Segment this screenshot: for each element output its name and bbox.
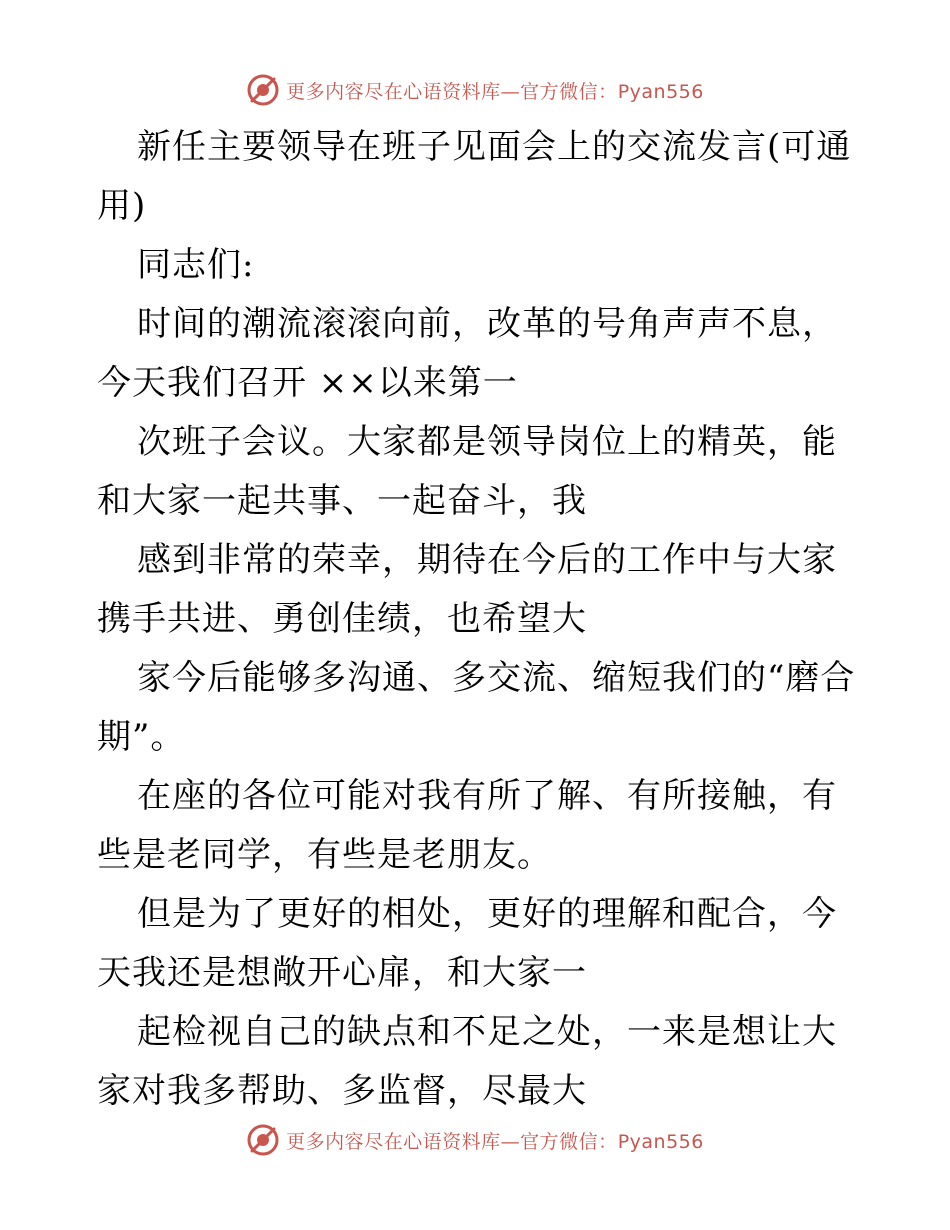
paragraph: 时间的潮流滚滚向前，改革的号角声声不息，今天我们召开 ××以来第一: [97, 304, 837, 403]
watermark-dash: —: [500, 80, 521, 103]
paragraph: 起检视自己的缺点和不足之处，一来是想让大家对我多帮助、多监督，尽最大: [97, 1012, 837, 1111]
watermark-wechat-label: 官方微信：: [520, 1130, 618, 1153]
watermark-wechat-id: Pyan556: [617, 1130, 704, 1153]
watermark-text: [286, 77, 704, 104]
paragraph: 家今后能够多沟通、多交流、缩短我们的“磨合期”。: [97, 658, 856, 757]
document-title: 新任主要领导在班子见面会上的交流发言(可通用): [97, 127, 852, 226]
header-watermark-banner: [0, 70, 950, 110]
logo-icon: [246, 1123, 280, 1157]
watermark-dash: —: [500, 1130, 521, 1153]
watermark-main: 更多内容尽在心语资料库: [286, 80, 501, 103]
document-body: [97, 118, 857, 1121]
watermark-main: 更多内容尽在心语资料库: [286, 1130, 501, 1153]
watermark-wechat-id: Pyan556: [617, 80, 704, 103]
paragraph: 在座的各位可能对我有所了解、有所接触，有些是老同学，有些是老朋友。: [97, 776, 837, 875]
watermark-text: [286, 1127, 704, 1154]
watermark-wechat-label: 官方微信：: [520, 80, 618, 103]
logo-icon: [246, 73, 280, 107]
paragraph: 同志们:: [137, 245, 255, 285]
paragraph: 感到非常的荣幸，期待在今后的工作中与大家携手共进、勇创佳绩，也希望大: [97, 540, 837, 639]
footer-watermark-banner: [0, 1120, 950, 1160]
paragraph: 次班子会议。大家都是领导岗位上的精英，能和大家一起共事、一起奋斗，我: [97, 422, 837, 521]
paragraph: 但是为了更好的相处，更好的理解和配合，今天我还是想敞开心扉，和大家一: [97, 894, 837, 993]
